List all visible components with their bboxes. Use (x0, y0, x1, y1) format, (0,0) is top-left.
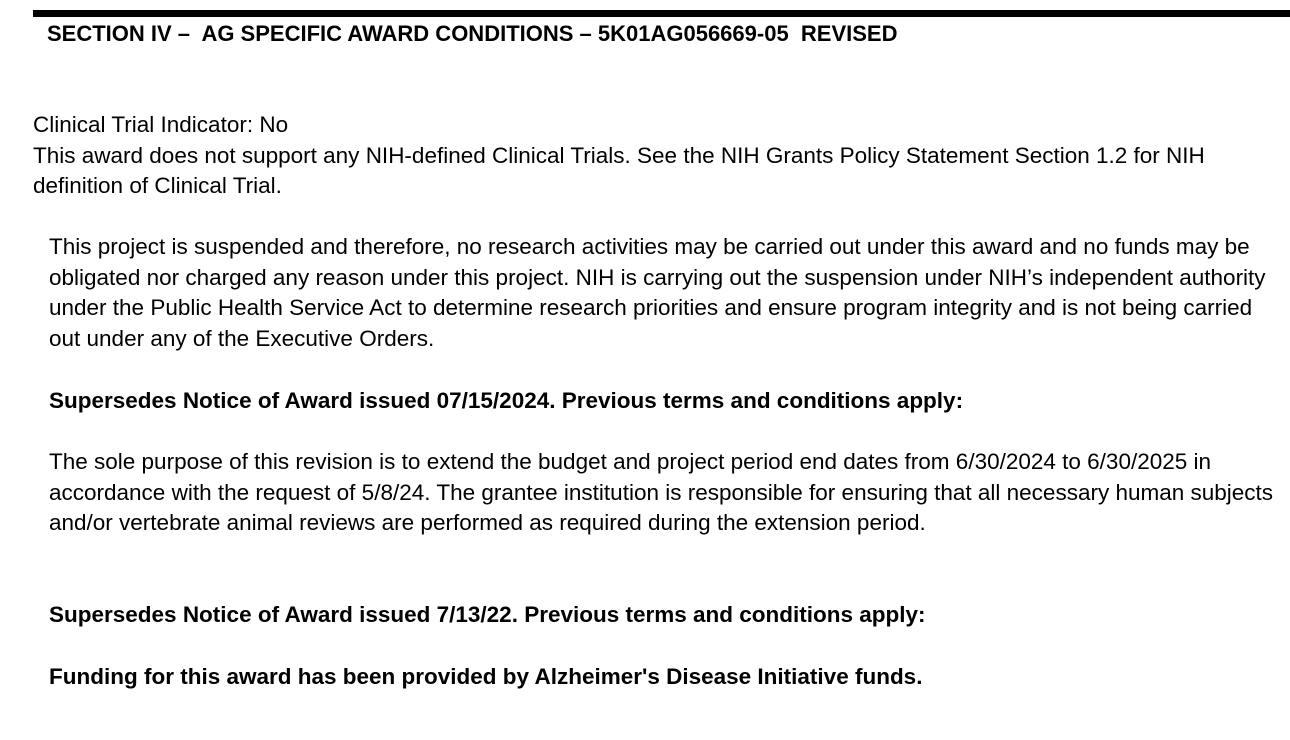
section-heading: SECTION IV – AG SPECIFIC AWARD CONDITIONS – 5K01AG056669-05 REVISED (47, 21, 898, 46)
clinical-trial-block (33, 110, 1283, 202)
clinical-trial-statement: This award does not support any NIH-defined Clinical Trials. See the NIH Grants Policy Statement Section 1.2 for NIH definition of Clinical Trial. (33, 142, 1205, 199)
funding-statement: Funding for this award has been provided by Alzheimer's Disease Initiative funds. (49, 664, 923, 689)
supersedes-2022-notice: Supersedes Notice of Award issued 7/13/22. Previous terms and conditions apply: (49, 602, 926, 627)
supersedes-2024-notice: Supersedes Notice of Award issued 07/15/2024. Previous terms and conditions apply: (49, 388, 964, 413)
revision-paragraph: The sole purpose of this revision is to extend the budget and project period end dates from 6/30/2024 to 6/30/2025 in accordance with the request of 5/8/24. The grantee institution is responsible for ensuring that all necessary human subjects and/or vertebrate animal reviews are performed as required during the extension period. (49, 449, 1274, 536)
section-top-rule (33, 10, 1290, 17)
clinical-trial-indicator: Clinical Trial Indicator: No (33, 112, 289, 137)
suspension-paragraph: This project is suspended and therefore, no research activities may be carried out under this award and no funds may be obligated nor charged any reason under this project. NIH is carrying out the suspension under NIH’s independent authority under the Public Health Service Act to determine research priorities and ensure program integrity and is not being carried out under any of the Executive Orders. (49, 234, 1266, 351)
